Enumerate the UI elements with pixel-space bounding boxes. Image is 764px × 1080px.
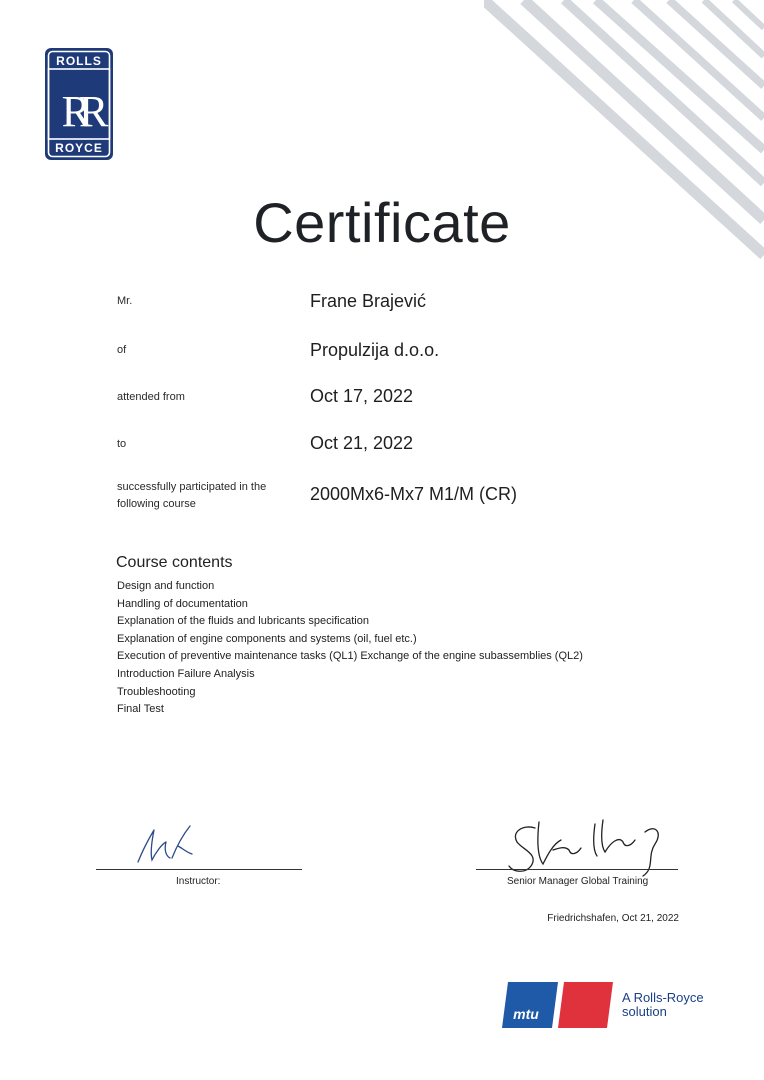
- course-contents-list: [117, 578, 583, 719]
- course-item: Explanation of engine components and systems (oil, fuel etc.): [117, 632, 417, 645]
- mtu-logo: [500, 980, 615, 1030]
- field-value-start-date: Oct 17, 2022: [310, 386, 414, 406]
- field-value-name: Frane Brajević: [310, 291, 427, 311]
- field-label-course-line1: successfully participated in the: [117, 481, 267, 493]
- course-item: Introduction Failure Analysis: [117, 667, 255, 680]
- tagline-line1: A Rolls-Royce: [622, 990, 704, 1005]
- field-label-course-line2: following course: [117, 498, 196, 510]
- course-item: Design and function: [117, 580, 215, 592]
- course-item: Troubleshooting: [117, 685, 196, 698]
- course-item: Execution of preventive maintenance tasks (QL1) Exchange of the engine subassemblies (QL2): [117, 650, 583, 663]
- logo-monogram: RR: [61, 87, 97, 136]
- course-item: Explanation of the fluids and lubricants specification: [117, 615, 369, 628]
- field-label-company: of: [117, 344, 127, 356]
- place-and-date: Friedrichshafen, Oct 21, 2022: [547, 913, 679, 924]
- field-value-company: Propulzija d.o.o.: [310, 340, 440, 360]
- instructor-signature-line: [96, 869, 302, 870]
- field-label-to: to: [117, 438, 127, 450]
- instructor-signature: [130, 822, 200, 868]
- certificate-title: Certificate: [253, 191, 511, 254]
- course-item: Handling of documentation: [117, 597, 248, 610]
- manager-caption: Senior Manager Global Training: [507, 876, 649, 887]
- course-contents-heading: Course contents: [116, 554, 233, 571]
- logo-bottom-text: ROYCE: [55, 141, 103, 155]
- course-item: Final Test: [117, 703, 164, 716]
- manager-signature: [495, 810, 675, 885]
- instructor-caption: Instructor:: [176, 876, 221, 887]
- field-label-course: [117, 479, 266, 513]
- field-value-course: 2000Mx6-Mx7 M1/M (CR): [310, 484, 518, 504]
- manager-signature-line: [476, 869, 678, 870]
- rolls-royce-solution-tagline: [622, 991, 704, 1019]
- field-label-attended-from: attended from: [117, 391, 185, 403]
- field-label-name: Mr.: [117, 295, 133, 307]
- field-value-end-date: Oct 21, 2022: [310, 433, 414, 453]
- tagline-line2: solution: [622, 1004, 667, 1019]
- rolls-royce-logo: [44, 47, 114, 161]
- logo-top-text: ROLLS: [56, 54, 102, 68]
- mtu-brand-text: mtu: [513, 1006, 539, 1022]
